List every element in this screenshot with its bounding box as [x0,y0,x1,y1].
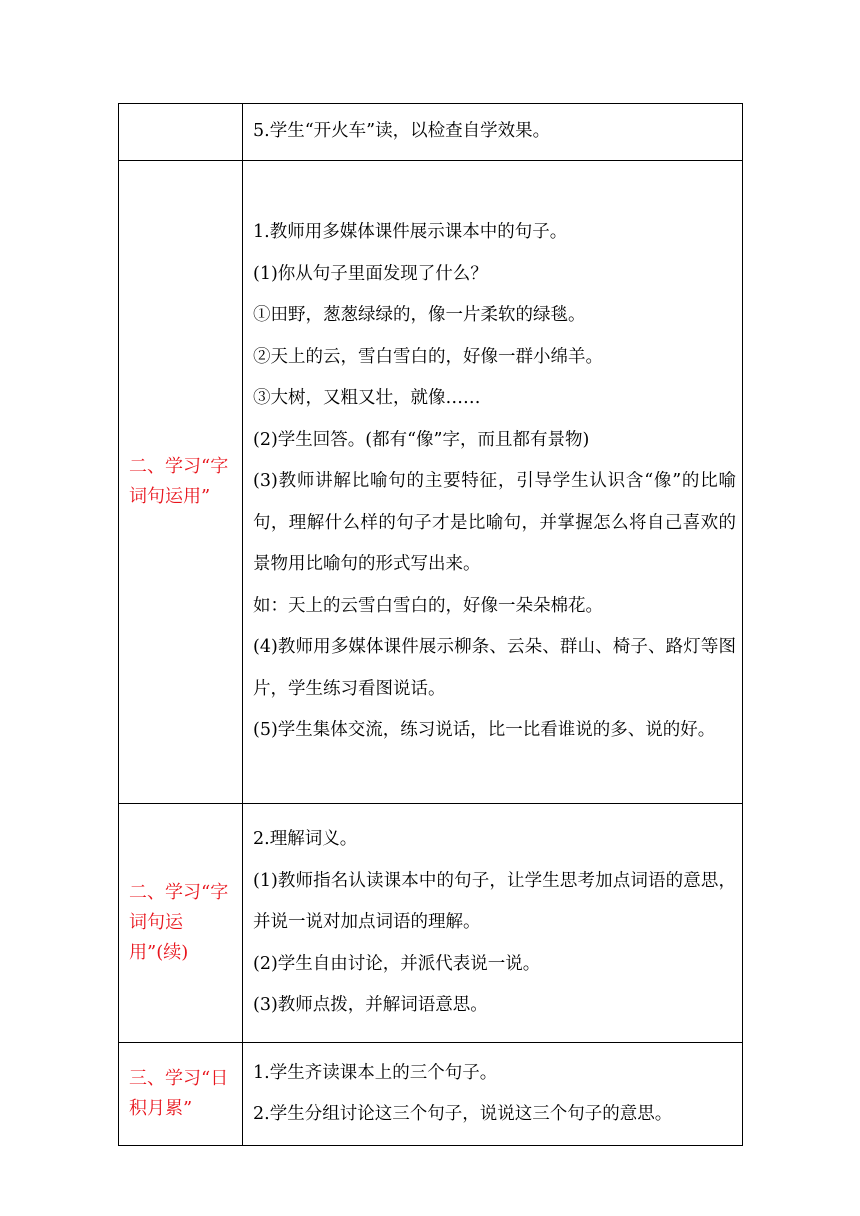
content-cell [243,161,743,804]
stage-cell: 二、学习“字词句运用” [119,161,243,804]
stage-cell [119,104,243,161]
content-line: 2.学生分组讨论这三个句子，说说这三个句子的意思。 [253,1104,673,1124]
stage-cell: 二、学习“字词句运用”(续) [119,804,243,1043]
content-line: (2)学生回答。(都有“像”字，而且都有景物) [253,429,590,450]
content-line: (4)教师用多媒体课件展示柳条、云朵、群山、椅子、路灯等图片，学生练习看图说话。 [253,637,736,699]
table-row [119,804,743,1043]
content-line: 1.教师用多媒体课件展示课本中的句子。 [253,222,568,243]
content-line: (2)学生自由讨论，并派代表说一说。 [253,953,541,974]
content-line: 2.理解词义。 [253,829,358,850]
content-line: 5.学生“开火车”读，以检查自学效果。 [253,121,551,142]
content-cell [243,804,743,1043]
content-line: 1.学生齐读课本上的三个句子。 [253,1062,498,1083]
content-line: (5)学生集体交流，练习说话，比一比看谁说的多、说的好。 [253,720,716,741]
table-row [119,161,743,804]
content-line: (1)你从句子里面发现了什么？ [253,263,488,284]
lesson-plan-table [118,103,743,1146]
content-line: ③大树，又粗又壮，就像…… [253,388,481,409]
content-cell [243,1043,743,1146]
content-line: (3)教师讲解比喻句的主要特征，引导学生认识含“像”的比喻句，理解什么样的句子才是比喻句，并掌握怎么将自己喜欢的景物用比喻句的形式写出来。 [253,471,736,575]
content-cell [243,104,743,161]
table-row [119,1043,743,1146]
content-line: ①田野，葱葱绿绿的，像一片柔软的绿毯。 [253,305,586,326]
content-line: ②天上的云，雪白雪白的，好像一群小绵羊。 [253,346,603,367]
table-row [119,104,743,161]
content-line: (1)教师指名认读课本中的句子，让学生思考加点词语的意思，并说一说对加点词语的理解。 [253,870,736,933]
content-line: 如：天上的云雪白雪白的，好像一朵朵棉花。 [253,595,603,616]
content-line: (3)教师点拨，并解词语意思。 [253,995,488,1016]
stage-cell: 三、学习“日积月累” [119,1043,243,1146]
